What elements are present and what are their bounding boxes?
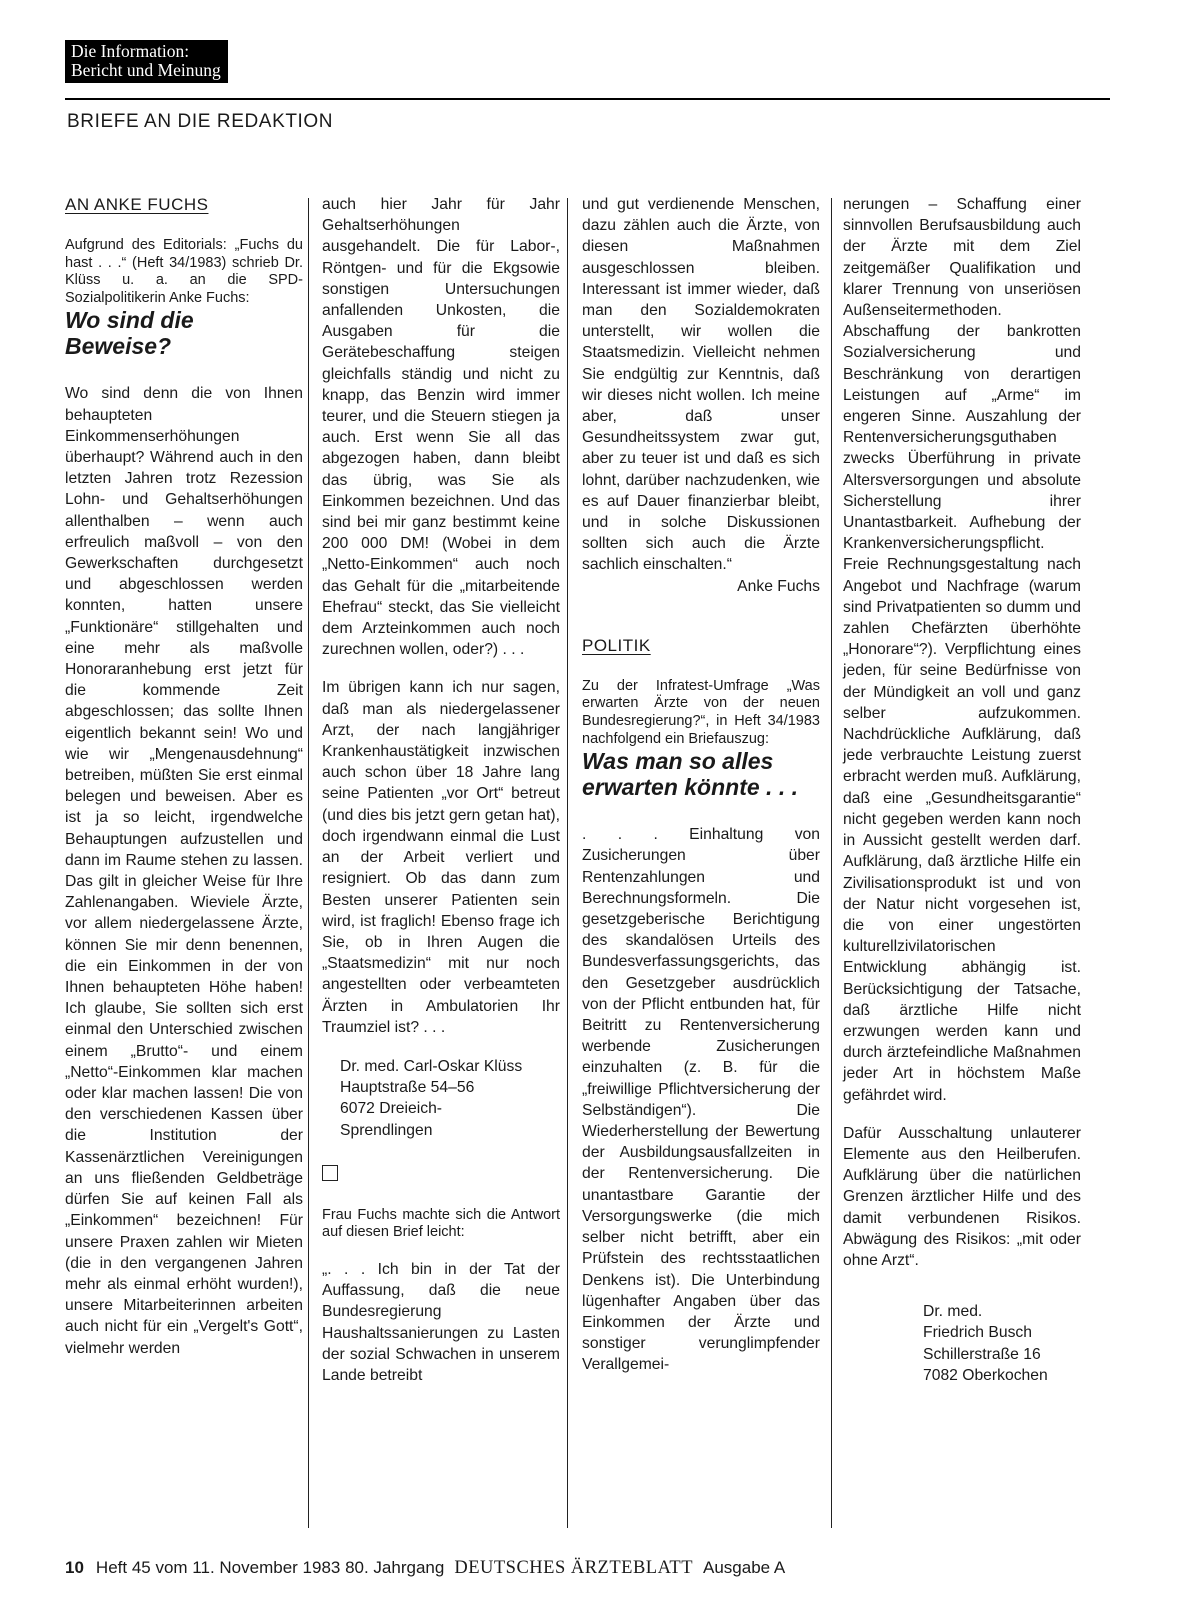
column-3	[582, 194, 820, 1376]
politik-body: . . . Einhaltung von Zusicherungen über Rentenzahlungen und Berechnungsformeln. Die gesetzgeberische Berichtigung des skandalösen Urteils des Bundesverfassungsgerichts, das den Gesetzgeber ausdrücklich von der Pflicht entbunden hat, für Beitritt zu Rentenversicherung werbende Zusicherungen einzuhalten (z. B. für die „freiwillige Pflichtversicherung der Selbständigen“). Die Wiederherstellung der Bewertung der Ausbildungsausfallzeiten in der Rentenversicherung. Die unantastbare Garantie der Versorgungswerke (die mich selber nicht betrifft, aber ein Prüfstein des rechtsstaatlichen Denkens ist). Die Unterbindung lügenhafter Angaben über das Einkommen der Ärzte und sonstiger verunglimpfender Verallgemei-	[582, 826, 820, 1374]
letter-body-paragraph: Im übrigen kann ich nur sagen, daß man als niedergelassener Arzt, der nach langjähriger Krankenhaustätigkeit inzwischen auch schon über 18 Jahre lang seine Patienten „vor Ort“ betreut (und dies bis jetzt gern getan hat), doch irgendwann einmal die Lust an der Arbeit verliert und resigniert. Ob das dann zum Besten unserer Patienten sein wird, ist fraglich! Ebenso frage ich Sie, ob in Ihren Augen die „Staatsmedizin“ mit nur noch angestellten oder verbeamteten Ärzten in Ambulatorien Ihr Traumziel ist? . . .	[322, 679, 560, 1036]
politik-body-paragraph: Dafür Ausschaltung unlauterer Elemente aus den Heilberufen. Aufklärung über die natürlichen Grenzen ärztlicher Hilfe und des damit verbundenen Risikos. Abwägung des Risikos: „mit oder ohne Arzt“.	[843, 1124, 1081, 1269]
edition-label: Ausgabe A	[703, 1558, 786, 1577]
column-2	[322, 194, 560, 1386]
section-heading: BRIEFE AN DIE REDAKTION	[67, 111, 334, 132]
address-line: Dr. med.	[923, 1303, 983, 1321]
politik-headline: Was man so alles erwarten könnte . . .	[582, 748, 798, 801]
reply-signature: Anke Fuchs	[737, 577, 820, 595]
address-line: 6072 Dreieich-	[340, 1100, 443, 1118]
section-label	[65, 40, 228, 83]
address-line: Schillerstraße 16	[923, 1345, 1041, 1363]
journal-title: DEUTSCHES ÄRZTEBLATT	[454, 1558, 694, 1578]
address-line: Dr. med. Carl-Oskar Klüss	[340, 1057, 523, 1075]
page-footer	[65, 1558, 785, 1579]
letter-intro: Aufgrund des Editorials: „Fuchs du hast . . .“ (Heft 34/1983) schrieb Dr. Klüss u. a. an die SPD-Sozialpolitikerin Anke Fuchs:	[65, 237, 303, 306]
issue-info: Heft 45 vom 11. November 1983 80. Jahrgang	[95, 1558, 445, 1577]
reply-body: „. . . Ich bin in der Tat der Auffassung, daß die neue Bundesregierung Haushaltssanierungen zu Lasten der sozial Schwachen in unserem Lande betreibt	[322, 1260, 560, 1384]
column-1	[65, 194, 303, 1359]
section-label-line-2: Bericht und Meinung	[71, 60, 221, 80]
section-label-line-1: Die Information:	[71, 41, 190, 61]
reply-intro: Frau Fuchs machte sich die Antwort auf diesen Brief leicht:	[322, 1206, 560, 1241]
author-address	[923, 1301, 1081, 1386]
page-number: 10	[65, 1558, 84, 1577]
author-address	[340, 1056, 560, 1141]
column-divider	[308, 198, 309, 1528]
rubric-an-anke-fuchs: AN ANKE FUCHS	[65, 195, 209, 214]
letter-body-continued: auch hier Jahr für Jahr Gehaltserhöhungen ausgehandelt. Die für Labor-, Röntgen- und für die Ekgsowie sonstigen Untersuchungen anfallenden Unkosten, die Ausgaben für die Gerätebeschaffung steigen gleichfalls ständig und nicht zu knapp, das Benzin wird immer teurer, und die Steuern stiegen ja auch. Erst wenn Sie all das abgezogen haben, dann bleibt das übrig, was Sie als Einkommen bezeichnen. Und das sind bei mir ganz bestimmt keine 200 000 DM! (Wobei in dem „Netto-Einkommen“ auch noch das Gehalt für die „mitarbeitende Ehefrau“ steckt, das Sie vielleicht dem Arzteinkommen auch noch zurechnen wollen, oder?) . . .	[322, 196, 560, 659]
column-4	[843, 194, 1081, 1386]
letter-headline: Wo sind die Beweise?	[65, 307, 194, 360]
end-box-icon	[322, 1165, 338, 1181]
address-line: Hauptstraße 54–56	[340, 1079, 475, 1097]
column-divider	[831, 198, 832, 1528]
letter-body: Wo sind denn die von Ihnen behaupteten Einkommenserhöhungen überhaupt? Während auch in den letzten Jahren trotz Rezession Lohn- und Gehaltserhöhungen allenthalben – wenn auch erfreulich maßvoll – von den Gewerkschaften durchgesetzt und abgeschlossen werden konnten, hatten unsere „Funktionäre“ stillgehalten und eine mehr als maßvolle Honoraranhebung erst jetzt für die kommende Zeit abgeschlossen; das sollte Ihnen eigentlich bekannt sein! Wo und wie wir „Mengenausdehnung“ betreiben, müßten Sie erst einmal belegen und beweisen. Aber es ist ja so leicht, irgendwelche Behauptungen aufzustellen und dann im Raume stehen zu lassen. Das gilt in gleicher Weise für Ihre Zahlenangaben. Wieviele Ärzte, vor allem niedergelassene Ärzte, können Sie mir denn benennen, die ein Einkommen in der von Ihnen behaupteten Höhe haben! Ich glaube, Sie sollten sich erst einmal den Unterschied zwischen einem „Brutto“- und einem „Netto“-Einkommen klar machen oder klar machen lassen! Die von den verschiedenen Kassen über die Institution der Kassenärztlichen Vereinigungen an uns fließenden Geldbeträge dürfen Sie auf keinen Fall als „Einkommen“ bezeichnen! Für unsere Praxen zahlen wir Mieten (die in den vergangenen Jahren mehr als einmal erhöht wurden!), unsere Mitarbeiterinnen arbeiten auch nicht für ein „Vergelt's Gott“, vielmehr werden	[65, 385, 303, 1357]
reply-body-continued: und gut verdienende Menschen, dazu zählen auch die Ärzte, von diesen Maßnahmen ausgeschlossen bleiben. Interessant ist immer wieder, daß man den Sozialdemokraten unterstellt, wir wollen die Staatsmedizin. Vielleicht nehmen Sie endgültig zur Kenntnis, daß wir dieses nicht wollen. Ich meine aber, daß unser Gesundheitssystem zwar gut, aber zu teuer ist und daß es sich lohnt, darüber nachzudenken, wie es auf Dauer finanzierbar bleibt, und in solche Diskussionen sollten sich auch die Ärzte sachlich einschalten.“	[582, 196, 820, 574]
column-divider	[567, 198, 568, 1528]
header-rule	[65, 98, 1110, 100]
rubric-politik: POLITIK	[582, 635, 651, 655]
address-line: 7082 Oberkochen	[923, 1366, 1048, 1384]
address-line: Friedrich Busch	[923, 1324, 1032, 1342]
politik-intro: Zu der Infratest-Umfrage „Was erwarten Ärzte von der neuen Bundesregierung?“, in Heft 34/1983 nachfolgend ein Briefauszug:	[582, 677, 820, 747]
politik-body-continued: nerungen – Schaffung einer sinnvollen Berufsausbildung auch der Ärzte mit dem Ziel zeitgemäßer Qualifikation und klarer Trennung von unseriösen Außenseitermethoden. Abschaffung der bankrotten Sozialversicherung und Beschränkung von derartigen Leistungen auf „Arme“ im engeren Sinne. Auszahlung der Rentenversicherungsguthaben zwecks Überführung in private Altersversorgungen und absolute Sicherstellung ihrer Unantastbarkeit. Aufhebung der Krankenversicherungspflicht. Freie Rechnungsgestaltung nach Angebot und Nachfrage (warum sind Privatpatienten so dumm und zahlen Chefärzten überhöhte „Honorare“?). Verpflichtung eines jeden, für seine Bedürfnisse von der Mündigkeit an voll und ganz selber aufzukommen. Nachdrückliche Aufklärung, daß jede verbrauchte Leistung zuerst erbracht werden muß. Aufklärung, daß eine „Gesundheitsgarantie“ nicht gegeben werden kann noch in Aussicht gestellt werden darf. Aufklärung, daß ärztliche Hilfe ein Zivilisationsprodukt ist und von der Natur nicht vorgesehen ist, die von einer ungestörten kulturellzivilatorischen Entwicklung abhängig ist. Berücksichtigung der Tatsache, daß ärztliche Hilfe nicht erzwungen werden kann und durch ärztefeindliche Maßnahmen jeder Art in höchstem Maße gefährdet wird.	[843, 196, 1081, 1104]
address-line: Sprendlingen	[340, 1121, 433, 1139]
